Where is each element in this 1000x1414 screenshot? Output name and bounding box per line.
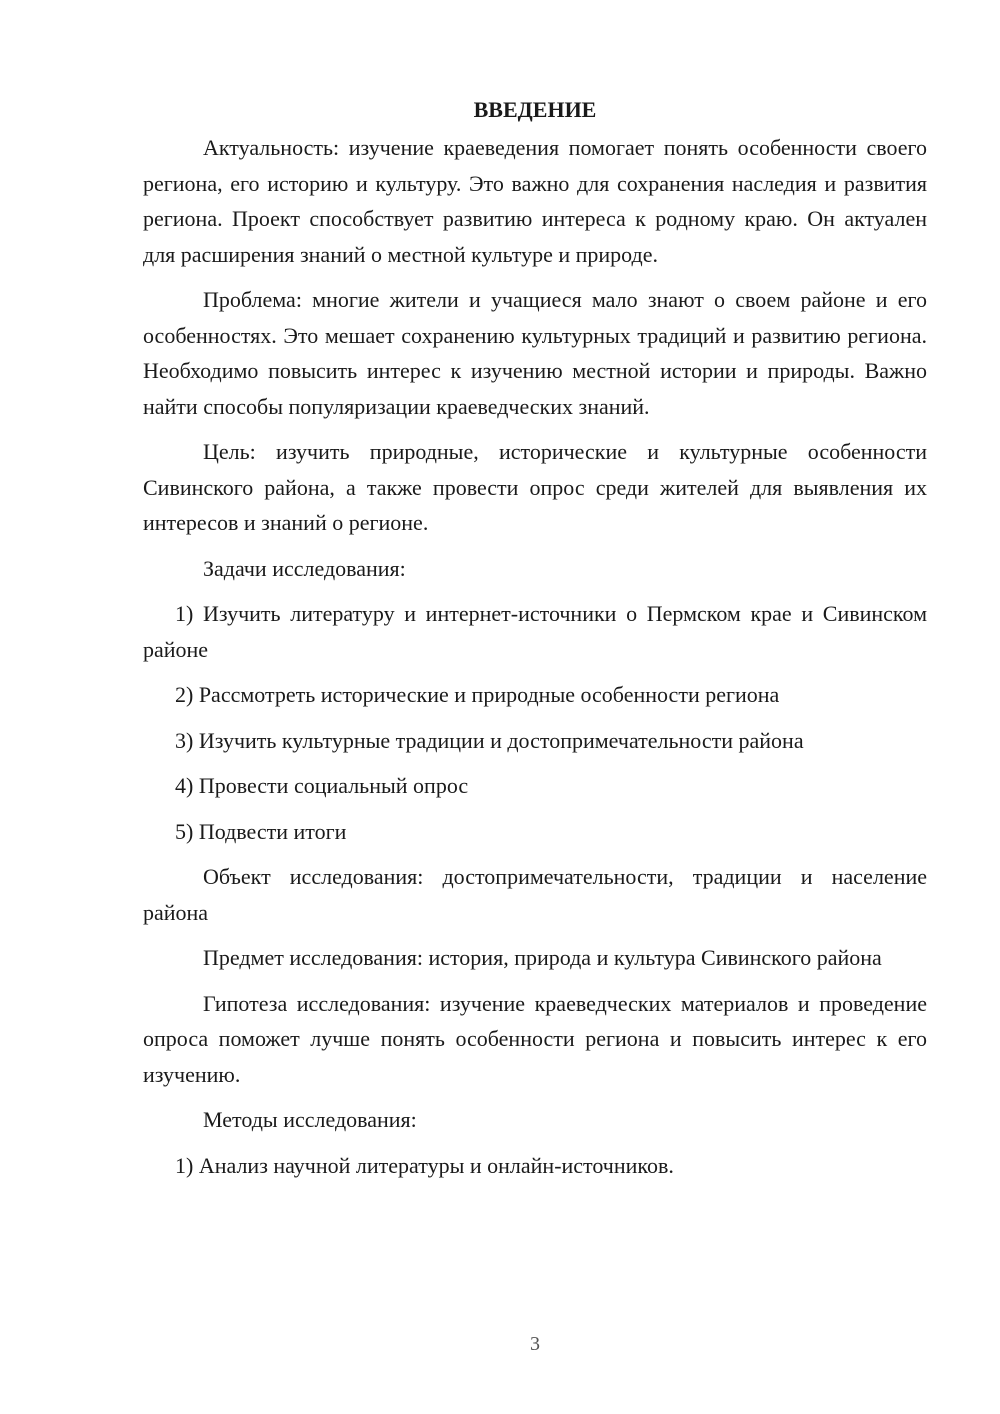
methods-heading: Методы исследования:	[203, 1107, 417, 1132]
section-title: ВВЕДЕНИЕ	[473, 97, 597, 122]
goal-paragraph: Цель: изучить природные, исторические и культурные особенности Сивинского района, а также провести опрос среди жителей для выявления их интересов и знаний о регионе.	[143, 439, 927, 535]
method-item-1: 1) Анализ научной литературы и онлайн-источников.	[175, 1152, 674, 1178]
problem-paragraph: Проблема: многие жители и учащиеся мало знают о своем районе и его особенностях. Это мешает сохранению культурных традиций и развитию региона. Необходимо повысить интерес к изучению местной истории и природы. Важно найти способы популяризации краеведческих знаний.	[143, 287, 927, 419]
tasks-heading: Задачи исследования:	[203, 555, 406, 581]
task-item-2: 2) Рассмотреть исторические и природные особенности региона	[175, 682, 780, 707]
task-item-5: 5) Подвести итоги	[175, 818, 347, 844]
hypothesis-paragraph: Гипотеза исследования: изучение краеведческих материалов и проведение опроса поможет лучше понять особенности региона и повысить интерес к его изучению.	[143, 990, 927, 1087]
document-page	[143, 92, 927, 1193]
task-item-4: 4) Провести социальный опрос	[175, 773, 469, 798]
task-item-3: 3) Изучить культурные традиции и достопримечательности района	[175, 727, 804, 753]
task-item-1: 1) Изучить литературу и интернет-источники о Пермском крае и Сивинском районе	[143, 601, 927, 662]
page-number: 3	[530, 1333, 540, 1355]
relevance-paragraph: Актуальность: изучение краеведения помогает понять особенности своего региона, его историю и культуру. Это важно для сохранения наследия и развития региона. Проект способствует развитию интереса к родному краю. Он актуален для расширения знаний о местной культуре и природе.	[143, 135, 927, 267]
subject-paragraph: Предмет исследования: история, природа и культура Сивинского района	[203, 945, 882, 970]
object-paragraph: Объект исследования: достопримечательности, традиции и население района	[143, 864, 927, 925]
